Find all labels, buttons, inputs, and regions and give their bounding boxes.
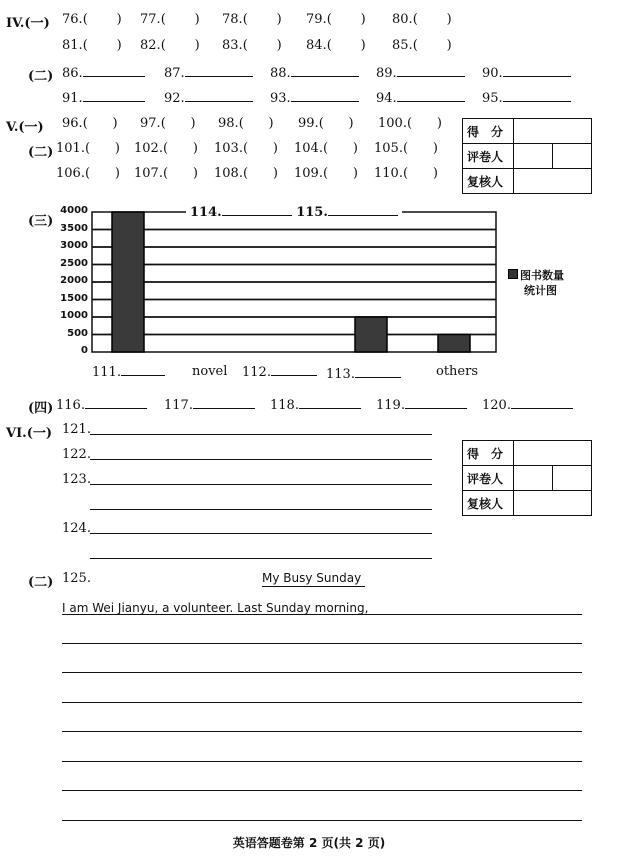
answer-78[interactable]: 78.( ): [222, 12, 282, 27]
chart-label-114: 114. 115.: [186, 204, 402, 220]
y-tick-label-500: 500: [67, 327, 88, 339]
answer-100[interactable]: 100.( ): [378, 116, 442, 131]
answer-94[interactable]: 94.: [376, 90, 465, 106]
score-label: 得 分: [463, 119, 514, 144]
answer-82[interactable]: 82.( ): [140, 38, 200, 53]
q123-label: 123.: [62, 472, 91, 487]
answer-88[interactable]: 88.: [270, 65, 359, 81]
bar-0: [112, 212, 144, 352]
legend-line-2: 统计图: [524, 284, 557, 297]
q124-line-1[interactable]: [90, 533, 432, 534]
answer-76[interactable]: 76.( ): [62, 12, 122, 27]
q125-label: 125.: [62, 571, 91, 586]
q123-line-2[interactable]: [90, 509, 432, 510]
page-footer: 英语答题卷第 2 页(共 2 页): [232, 836, 386, 850]
chart-legend: [508, 268, 564, 298]
y-tick-label-0: 0: [81, 345, 88, 356]
answer-84[interactable]: 84.( ): [306, 38, 366, 53]
bar-4: [438, 335, 470, 353]
q122-label: 122.: [62, 447, 91, 462]
section-5-part1-marker: (一): [18, 120, 44, 135]
y-tick-label-3000: 3000: [60, 240, 88, 251]
essay-line-4[interactable]: [62, 702, 582, 703]
legend-swatch-icon: [508, 269, 518, 279]
answer-86[interactable]: 86.: [62, 65, 145, 81]
grader-field-blank-2: [553, 466, 592, 491]
section-5-part3-marker: (三): [28, 214, 54, 229]
checker-label: 复核人: [463, 169, 514, 194]
essay-line-1[interactable]: [62, 614, 582, 615]
q124-label: 124.: [62, 521, 91, 536]
answer-107[interactable]: 107.( ): [134, 166, 198, 181]
essay-line-7[interactable]: [62, 790, 582, 791]
answer-105[interactable]: 105.( ): [374, 141, 438, 156]
q121-line[interactable]: [90, 434, 432, 435]
x-label-others: others: [436, 364, 479, 379]
answer-99[interactable]: 99.( ): [298, 116, 354, 131]
answer-83[interactable]: 83.( ): [222, 38, 282, 53]
answer-109[interactable]: 109.( ): [294, 166, 358, 181]
x-label-113[interactable]: 113.: [326, 366, 401, 382]
section-5-roman: V.: [6, 120, 19, 135]
section-4-roman: IV.: [6, 16, 25, 31]
answer-102[interactable]: 102.( ): [134, 141, 198, 156]
y-tick-label-2500: 2500: [60, 257, 88, 269]
essay-title: My Busy Sunday: [262, 571, 365, 587]
bar-chart: [0, 0, 618, 400]
answer-103[interactable]: 103.( ): [214, 141, 278, 156]
answer-118[interactable]: 118.: [270, 397, 361, 413]
answer-91[interactable]: 91.: [62, 90, 145, 106]
y-tick-label-1000: 1000: [60, 310, 88, 321]
x-label-111[interactable]: 111.: [92, 364, 165, 380]
answer-95[interactable]: 95.: [482, 90, 571, 106]
answer-77[interactable]: 77.( ): [140, 12, 200, 27]
y-tick-label-1500: 1500: [60, 292, 88, 304]
essay-line-3[interactable]: [62, 672, 582, 673]
section-4-part4-marker: (四): [28, 401, 54, 416]
answer-92[interactable]: 92.: [164, 90, 253, 106]
essay-start: I am Wei Jianyu, a volunteer. Last Sunday morning,: [62, 601, 369, 615]
grader-label-2: 评卷人: [463, 466, 514, 491]
score-label-2: 得 分: [463, 441, 514, 466]
q122-line[interactable]: [90, 459, 432, 460]
answer-101[interactable]: 101.( ): [56, 141, 120, 156]
answer-79[interactable]: 79.( ): [306, 12, 366, 27]
essay-line-6[interactable]: [62, 761, 582, 762]
section-4-part1-marker: (一): [24, 16, 50, 31]
essay-line-2[interactable]: [62, 643, 582, 644]
answer-104[interactable]: 104.( ): [294, 141, 358, 156]
essay-line-5[interactable]: [62, 731, 582, 732]
answer-117[interactable]: 117.: [164, 397, 255, 413]
answer-119[interactable]: 119.: [376, 397, 467, 413]
score-box-2: [462, 440, 592, 516]
essay-line-8[interactable]: [62, 820, 582, 821]
bar-3: [355, 317, 387, 352]
answer-98[interactable]: 98.( ): [218, 116, 274, 131]
answer-116[interactable]: 116.: [56, 397, 147, 413]
checker-label-2: 复核人: [463, 491, 514, 516]
answer-93[interactable]: 93.: [270, 90, 359, 106]
section-6-part1-marker: (一): [26, 426, 53, 441]
grader-field-2[interactable]: [514, 466, 553, 491]
answer-80[interactable]: 80.( ): [392, 12, 452, 27]
answer-96[interactable]: 96.( ): [62, 116, 118, 131]
section-5-part2-marker: (二): [28, 145, 54, 160]
section-6-heading: [6, 422, 52, 441]
q124-line-2[interactable]: [90, 558, 432, 559]
answer-89[interactable]: 89.: [376, 65, 465, 81]
y-tick-label-4000: 4000: [60, 205, 88, 216]
section-6-part2-marker: (二): [28, 575, 54, 590]
answer-97[interactable]: 97.( ): [140, 116, 196, 131]
answer-120[interactable]: 120.: [482, 397, 573, 413]
answer-85[interactable]: 85.( ): [392, 38, 452, 53]
y-tick-label-2000: 2000: [60, 275, 88, 286]
answer-108[interactable]: 108.( ): [214, 166, 278, 181]
answer-81[interactable]: 81.( ): [62, 38, 122, 53]
answer-106[interactable]: 106.( ): [56, 166, 120, 181]
x-label-novel: novel: [192, 364, 228, 379]
x-label-112[interactable]: 112.: [242, 364, 317, 380]
legend-line-1: 图书数量: [520, 269, 564, 282]
answer-110[interactable]: 110.( ): [374, 166, 438, 181]
score-field-2[interactable]: [514, 441, 592, 466]
y-tick-label-3500: 3500: [60, 222, 88, 234]
answer-90[interactable]: 90.: [482, 65, 571, 81]
section-4-part2-marker: (二): [28, 69, 54, 84]
q121-label: 121.: [62, 422, 91, 437]
q123-line-1[interactable]: [90, 484, 432, 485]
section-6-roman: VI.: [6, 426, 27, 441]
checker-field-2[interactable]: [514, 491, 592, 516]
grader-label: 评卷人: [463, 144, 514, 169]
answer-87[interactable]: 87.: [164, 65, 253, 81]
